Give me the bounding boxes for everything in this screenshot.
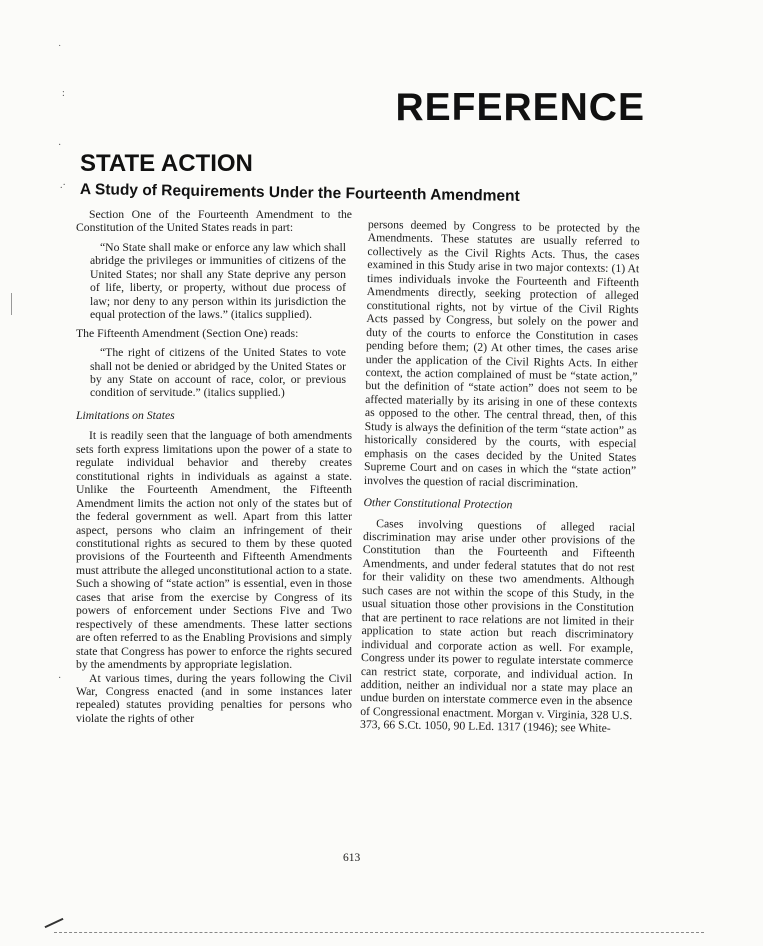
scan-speck: : [62,88,65,99]
section-heading-limitations: Limitations on States [76,408,175,422]
fifteenth-intro: The Fifteenth Amendment (Section One) reads: [76,326,299,340]
page-subtitle: A Study of Requirements Under the Fourteenth Amendment [79,181,520,205]
bottom-rule [54,932,704,933]
page-number: 613 [343,852,361,864]
section-heading-other-protection: Other Constitutional Protection [363,496,513,512]
scan-speck: .· [60,180,66,191]
page-title: STATE ACTION [80,150,253,177]
body-paragraph: It is readily seen that the language of both amendments sets forth express limitations upon the power of a state to regulate individual behavior and thereby creates constitutional rights in individuals as against a state. Unlike the Fourteenth Amendment, the Fifteenth Amendment limits the action not only of the states but of the federal government as well. Apart from this latter aspect, persons who claim an infringement of their constitutional rights as secured to them by these quoted provisions of the Fourteenth and Fifteenth Amendments must attribute the alleged unconstitutional action to a state. Such a showing of “state action” is essential, even in those cases that arise from the exercise by Congress of its powers of enforcement under Sections Five and Two respectively of these amendments. These latter sections are often referred to as the Enabling Provisions and simply state that Congress has power to enforce the rights secured by the amendments by appropriate legislation. [76,429,352,672]
left-column [76,208,352,725]
fifteenth-amendment-quote: “The right of citizens of the United States to vote shall not be denied or abridged by the United States or by any State on account of race, color, or previous condition of servitude.” (italics supplied.) [90,346,346,400]
running-head: REFERENCE [395,86,645,129]
body-paragraph: persons deemed by Congress to be protected by the Amendments. These statutes are usually referred to collectively as the Civil Rights Acts. Thus, the cases examined in this Study arise in two major contexts: (1) At times individuals invoke the Fourteenth and Fifteenth Amendments directly, seeking protection of alleged constitutional rights, not by virtue of the Civil Rights Acts passed by Congress, but solely on the power and duty of the courts to enforce the Constitution in cases pending before them; (2) At other times, the cases arise under the application of the Civil Rights Acts. In either context, the action complained of must be “state action,” but the definition of “state action” does not seem to be affected materially by its arising in one of these contexts as opposed to the other. The central thread, then, of this Study is always the definition of the term “state action” as historically considered by the courts, with especial emphasis on the cases decided by the United States Supreme Court and on cases in which the “state action” involves the question of racial discrimination. [363,218,640,490]
fourteenth-amendment-quote: “No State shall make or enforce any law which shall abridge the privileges or immunities of citizens of the United States; nor shall any State deprive any person of life, liberty, or property, without due process of law; nor deny to any person within its jurisdiction the equal protection of the laws.” (italics supplied). [90,240,346,322]
scan-speck: · [58,140,62,151]
scan-speck: · [58,673,62,684]
pen-mark [45,918,64,928]
scan-speck: ˙ [58,44,62,55]
body-paragraph: Cases involving questions of alleged racial discrimination may arise under other provisions of the Constitution than the Fourteenth and Fifteenth Amendments, and under federal statutes that do not rest for their validity on these two amendments. Although such cases are not within the scope of this Study, in the usual situation those other provisions in the Constitution that are pertinent to race relations are not limited in their application to state action but reach discriminatory individual and corporate action as well. For example, Congress under its power to regulate interstate commerce can restrict state, corporate, and individual action. In addition, neither an individual nor a state may place an undue burden on interstate commerce even in the absence of Congressional enactment. Morgan v. Virginia, 328 U.S. 373, 66 S.Ct. 1050, 90 L.Ed. 1317 (1946); see White- [359,516,636,736]
right-column [360,218,640,736]
margin-mark [11,293,12,315]
body-paragraph: At various times, during the years following the Civil War, Congress enacted (and in some instances later repealed) statutes providing penalties for persons who violate the rights of other [76,671,352,725]
intro-paragraph: Section One of the Fourteenth Amendment to the Constitution of the United States reads in part: [76,208,352,235]
